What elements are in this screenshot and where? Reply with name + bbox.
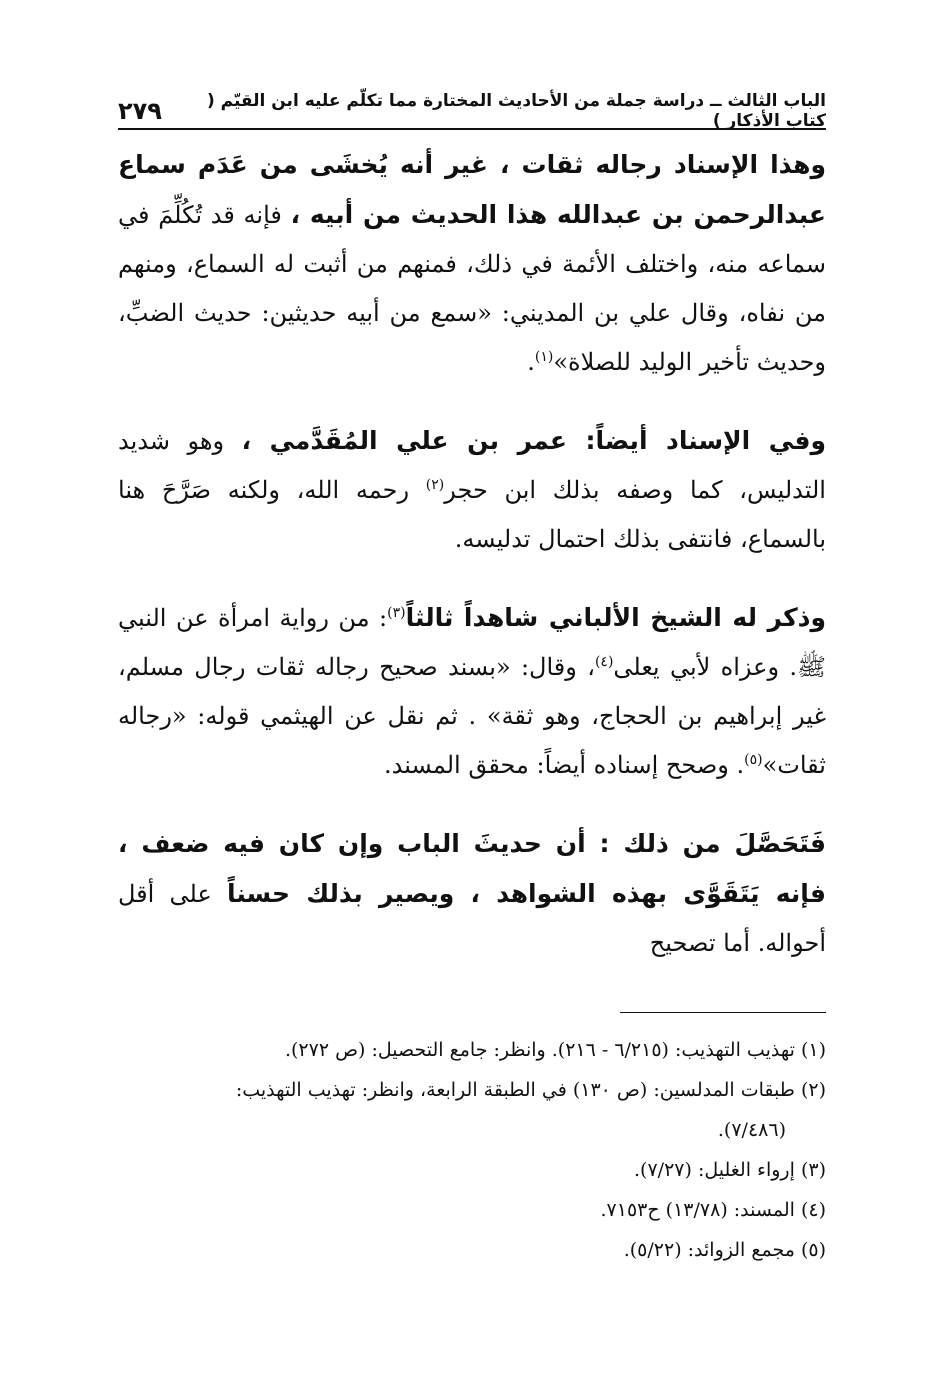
paragraph-3-text-2: ، وقال: «بسند صحيح رجاله ثقات رجال مسلم، غير إبراهيم بن الحجاج، وهو ثقة» . ثم نقل عن الهيثمي قوله: «رجاله ثقات»	[118, 653, 826, 779]
main-text	[118, 140, 826, 997]
footnote-number: (٣)	[800, 1159, 826, 1181]
paragraph-2-text: وهو شديد التدليس، كما وصفه بذلك ابن حجر	[118, 427, 826, 504]
paragraph-2-lead: وفي الإسناد أيضاً: عمر بن علي المُقَدَّمي ،	[241, 426, 826, 455]
footnote-text: مجمع الزوائد: (٥/٢٢).	[623, 1239, 795, 1261]
footnote-ref-4: (٤)	[594, 654, 614, 670]
footnotes	[118, 1030, 826, 1270]
footnote-ref-5: (٥)	[744, 752, 763, 768]
footnote-separator	[620, 1012, 826, 1013]
paragraph-3-tail: . وصحح إسناده أيضاً: محقق المسند.	[383, 751, 745, 779]
page-number: ٢٧٩	[118, 97, 162, 125]
footnote-ref-1: (١)	[534, 349, 554, 365]
footnote-number: (٥)	[800, 1239, 826, 1261]
footnote-number: (١)	[800, 1039, 826, 1061]
footnote-number: (٤)	[800, 1199, 826, 1221]
paragraph-1-text: فإنه قد تُكُلِّمَ في سماعه منه، واختلف الأئمة في ذلك، فمنهم من أثبت له السماع، ومنهم من نفاه، وقال علي بن المديني: «سمع من أبيه حديثين: حديث الضبِّ، وحديث تأخير الوليد للصلاة»	[118, 201, 826, 376]
footnote-4	[118, 1190, 826, 1230]
footnote-text: طبقات المدلسين: (ص ١٣٠) في الطبقة الرابعة، وانظر: تهذيب التهذيب:	[235, 1079, 795, 1101]
footnote-2	[118, 1070, 826, 1150]
footnote-3	[118, 1150, 826, 1190]
footnote-1	[118, 1030, 826, 1070]
paragraph-3	[118, 593, 826, 790]
paragraph-4-text: على أقل أحواله. أما تصحيح	[118, 880, 826, 957]
footnote-ref-2: (٢)	[425, 477, 445, 493]
footnote-text: تهذيب التهذيب: (٦/٢١٥ - ٢١٦). وانظر: جامع التحصيل: (ص ٢٧٢).	[284, 1039, 795, 1061]
footnote-text: المسند: (١٣/٧٨) ح٧١٥٣.	[600, 1199, 795, 1221]
paragraph-3-text: : من رواية امرأة عن النبي ﷺ. وعزاه لأبي يعلى	[118, 604, 826, 681]
paragraph-3-lead: وذكر له الشيخ الألباني شاهداً ثالثاً	[405, 603, 826, 632]
paragraph-4-lead: فَتَحَصَّلَ من ذلك : أن حديثَ الباب وإن كان فيه ضعف ، فإنه يَتَقَوَّى بهذه الشواهد ، ويصير بذلك حسناً	[118, 829, 827, 908]
running-title: الباب الثالث ــ دراسة جملة من الأحاديث المختارة مما تكلّم عليه ابن القيّم ( كتاب الأذكار )	[206, 91, 826, 131]
paragraph-2-tail: رحمه الله، ولكنه صَرَّحَ هنا بالسماع، فانتفى بذلك احتمال تدليسه.	[118, 476, 826, 553]
footnote-continuation: (٧/٤٨٦).	[717, 1119, 786, 1141]
paragraph-4	[118, 819, 826, 968]
footnote-5	[118, 1230, 826, 1270]
paragraph-1	[118, 140, 826, 387]
footnote-number: (٢)	[800, 1079, 826, 1101]
paragraph-1-tail: .	[527, 348, 535, 376]
paragraph-1-lead: وهذا الإسناد رجاله ثقات ، غير أنه يُخشَى من عَدَم سماع عبدالرحمن بن عبدالله هذا الحديث من أبيه ،	[118, 150, 826, 229]
footnote-text: إرواء الغليل: (٧/٢٧).	[634, 1159, 795, 1181]
paragraph-2	[118, 416, 826, 564]
footnote-ref-3: (٣)	[387, 605, 406, 621]
running-header	[118, 91, 826, 131]
